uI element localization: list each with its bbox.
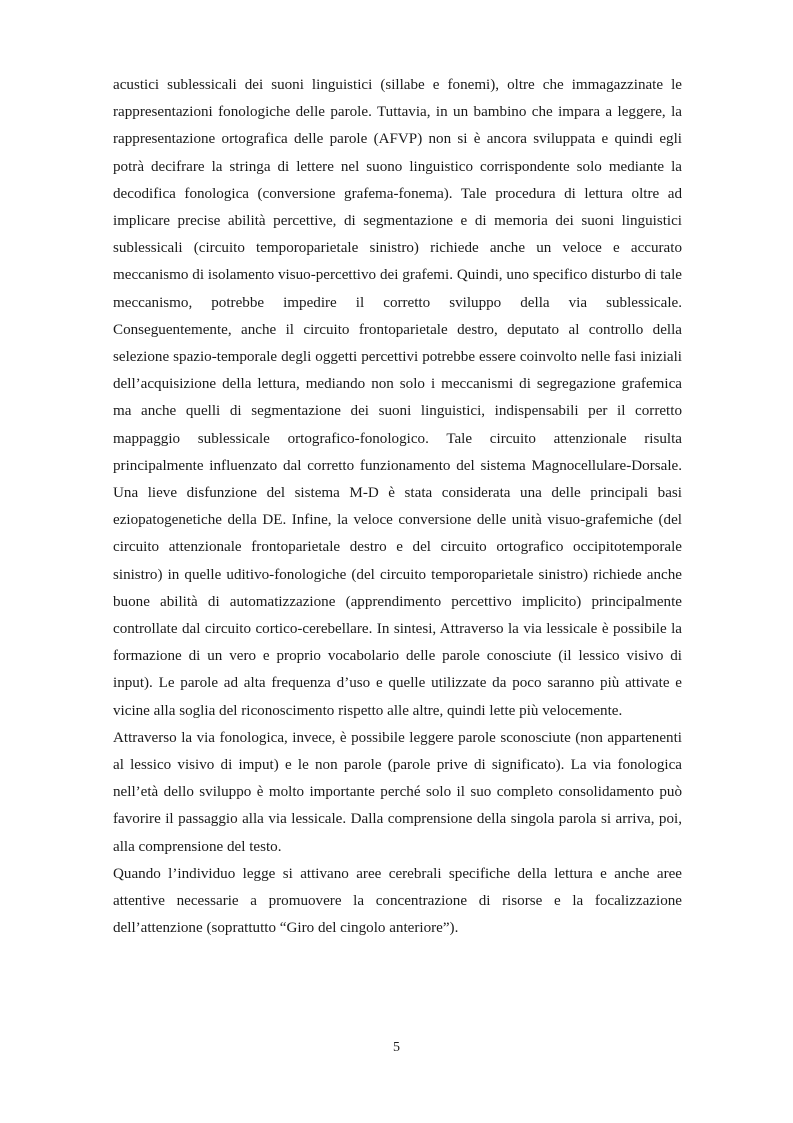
body-text (113, 72, 682, 943)
page-number: 5 (393, 1040, 400, 1055)
paragraph-3: Quando l’individuo legge si attivano aree cerebrali specifiche della lettura e anche aree attentive necessarie a promuovere la concentrazione di risorse e la focalizzazione dell’attenzione (soprattutto “Giro del cingolo anteriore”). (113, 865, 682, 937)
paragraph-1: acustici sublessicali dei suoni linguistici (sillabe e fonemi), oltre che immagazzinate le rappresentazioni fonologiche delle parole. Tuttavia, in un bambino che impara a leggere, la rappresentazione ortografica delle parole (AFVP) non si è ancora sviluppata e quindi egli potrà decifrare la stringa di lettere nel suono linguistico corrispondente solo mediante la decodifica fonologica (conversione grafema-fonema). Tale procedura di lettura oltre ad implicare precise abilità percettive, di segmentazione e di memoria dei suoni linguistici sublessicali (circuito temporoparietale sinistro) richiede anche un veloce e accurato meccanismo di isolamento visuo-percettivo dei grafemi. Quindi, uno specifico disturbo di tale meccanismo, potrebbe impedire il corretto sviluppo della via sublessicale. Conseguentemente, anche il circuito frontoparietale destro, deputato al controllo della selezione spazio-temporale degli oggetti percettivi potrebbe essere coinvolto nelle fasi iniziali dell’acquisizione della lettura, mediando non solo i meccanismi di segregazione grafemica ma anche quelli di segmentazione dei suoni linguistici, indispensabili per il corretto mappaggio sublessicale ortografico-fonologico. Tale circuito attenzionale risulta principalmente influenzato dal corretto funzionamento del sistema Magnocellulare-Dorsale. Una lieve disfunzione del sistema M-D è stata considerata una delle principali basi eziopatogenetiche della DE. Infine, la veloce conversione delle unità visuo-grafemiche (del circuito attenzionale frontoparietale destro e del circuito ortografico occipitotemporale sinistro) in quelle uditivo-fonologiche (del circuito temporoparietale sinistro) richiede anche buone abilità di automatizzazione (apprendimento percettivo implicito) principalmente controllate dal circuito cortico-cerebellare. In sintesi, Attraverso la via lessicale è possibile la formazione di un vero e proprio vocabolario delle parole conosciute (il lessico visivo di input). Le parole ad alta frequenza d’uso e quelle utilizzate da poco saranno più attivate e vicine alla soglia del riconoscimento rispetto alle altre, quindi lette più velocemente. (113, 77, 682, 719)
paragraph-2: Attraverso la via fonologica, invece, è possibile leggere parole sconosciute (non appartenenti al lessico visivo di imput) e le non parole (parole prive di significato). La via fonologica nell’età dello sviluppo è molto importante perché solo il suo completo consolidamento può favorire il passaggio alla via lessicale. Dalla comprensione della singola parola si arriva, poi, alla comprensione del testo. (113, 729, 682, 855)
